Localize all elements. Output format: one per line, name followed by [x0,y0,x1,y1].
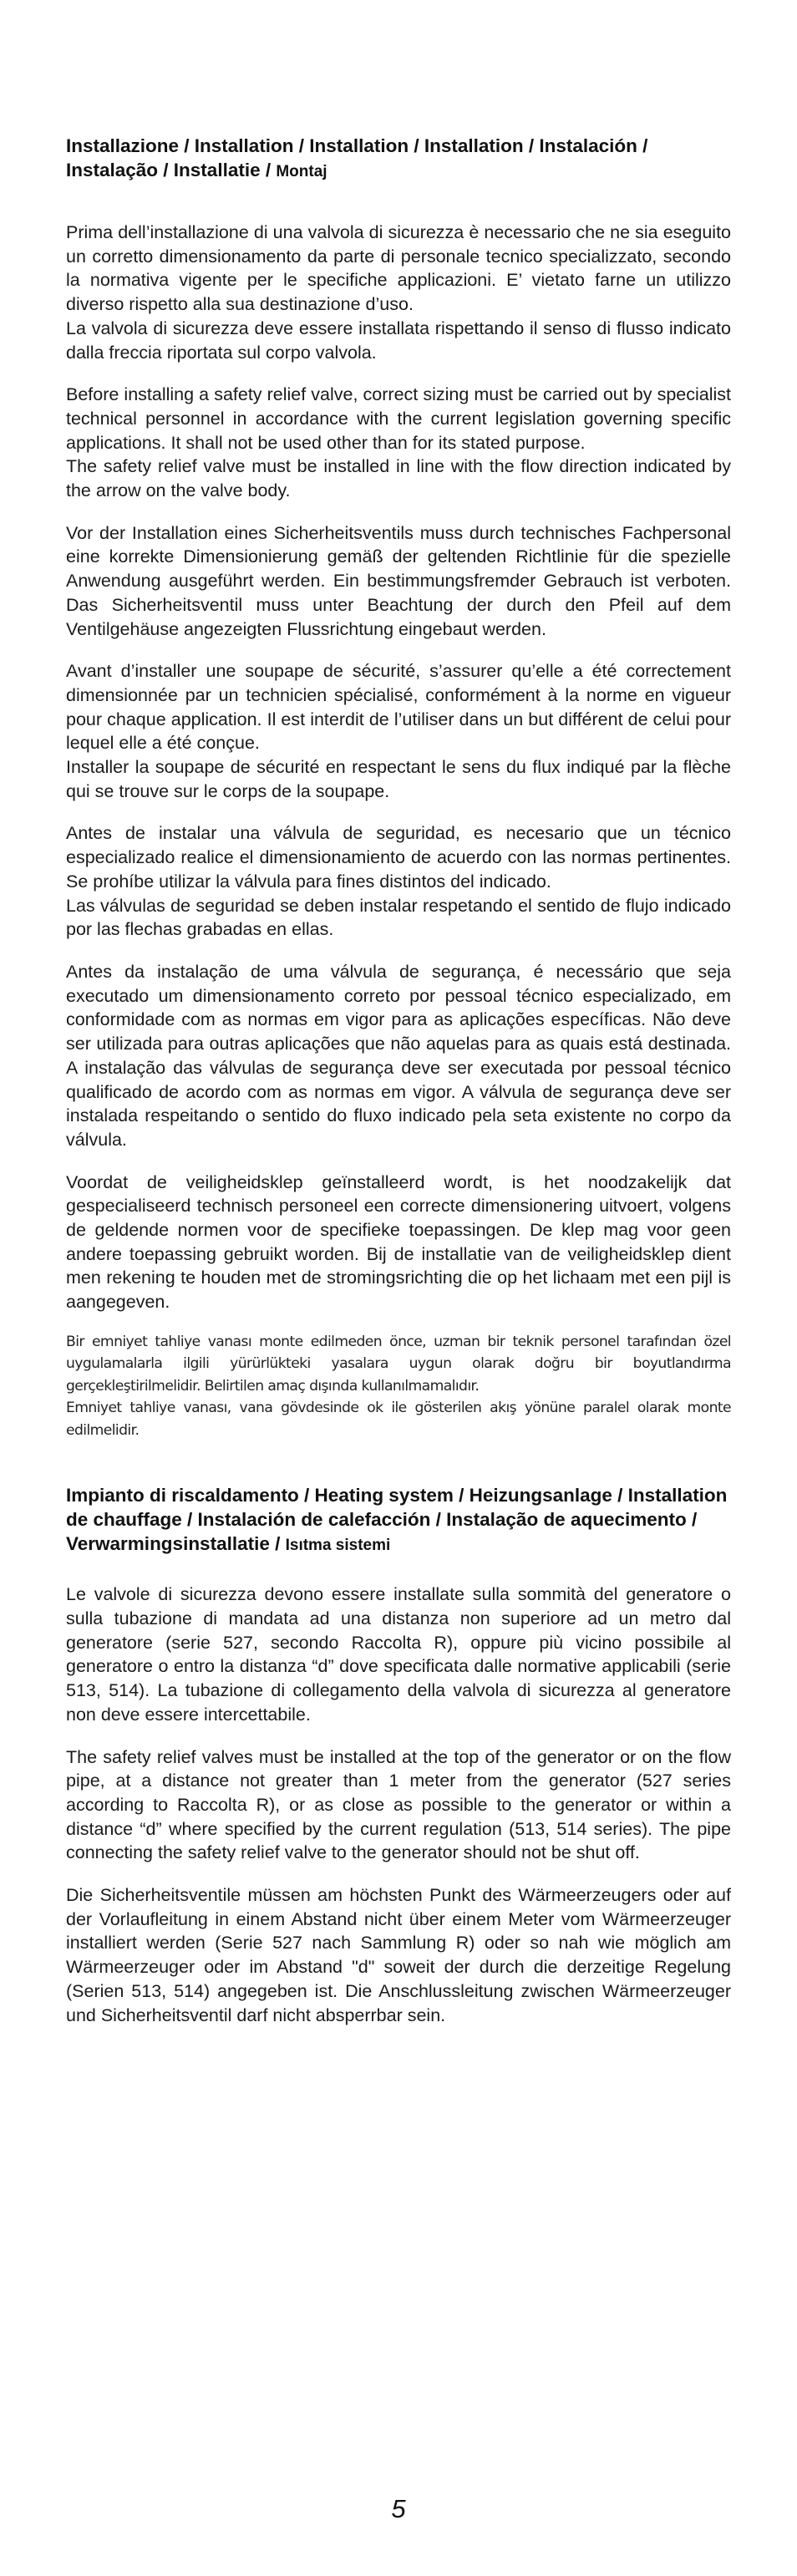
paragraph-french: Avant d’installer une soupape de sécurité, s’assurer qu’elle a été correctement dimensionnée par un technicien spécialisé, conformément à la norme en vigueur pour chaque application. Il est interdit de l’utiliser dans un but différent de celui pour lequel elle a été conçue. Installer la soupape de sécurité en respectant le sens du flux indiqué par la flèche qui se trouve sur le corps de la soupape. [66,661,731,801]
paragraph-german: Vor der Installation eines Sicherheitsventils muss durch technisches Fachpersonal eine korrekte Dimensionierung gemäß der geltenden Richtlinie für die spezielle Anwendung ausgeführt werden. Ein bestimmungsfremder Gebrauch ist verboten. Das Sicherheitsventil muss unter Beachtung der durch den Pfeil auf dem Ventilgehäuse angezeigten Flussrichtung eingebaut werden. [66,522,731,639]
document-page [66,134,731,2027]
paragraph-turkish: Bir emniyet tahliye vanası monte edilmeden önce, uzman bir teknik personel tarafından özel uygulamalarla ilgili yürürlükteki yasalara uygun olarak doğru bir boyutlandırma gerçekleştirilmelidir. Belirtilen amaç dışında kullanılmamalıdır. Emniyet tahliye vanası, vana gövdesinde ok ile gösterilen akış yönüne paralel olarak monte edilmelidir. [66,1333,731,1439]
section-heading-installation [66,134,731,184]
paragraph-italian: Le valvole di sicurezza devono essere installate sulla sommità del generatore o sulla tubazione di mandata ad una distanza non superiore ad un metro dal generatore (serie 527, secondo Raccolta R), oppure più vicino possibile al generatore o entro la distanza “d” dove specificata dalle normative applicabili (serie 513, 514). La tubazione di collegamento della valvola di sicurezza al generatore non deve essere intercettabile. [66,1584,731,1725]
section-heading-heating-system [66,1483,731,1557]
page-number: 5 [391,2494,406,2523]
heading-small-text: Isıtma sistemi [285,1537,391,1555]
paragraph-dutch: Voordat de veiligheidsklep geïnstalleerd wordt, is het noodzakelijk dat gespecialiseerd technisch personeel een correcte dimensionering uitvoert, volgens de geldende normen voor de specifieke toepassingen. De klep mag voor geen andere toepassing gebruikt worden. Bij de installatie van de veiligheidsklep dient men rekening te houden met de stromingsrichting die op het lichaam met een pijl is aangegeven. [66,1171,731,1313]
paragraph-spanish: Antes de instalar una válvula de seguridad, es necesario que un técnico especializado realice el dimensionamiento de acuerdo con las normas pertinentes. Se prohíbe utilizar la válvula para fines distintos del indicado. Las válvulas de seguridad se deben instalar respetando el sentido de flujo indicado por las flechas grabadas en ellas. [66,823,731,940]
heading-main-text: Installazione / Installation / Installation / Installation / Instalación / Instalação / Installatie / [66,135,648,180]
paragraph-italian: Prima dell’installazione di una valvola di sicurezza è necessario che ne sia eseguito un corretto dimensionamento da parte di personale tecnico specializzato, secondo la normativa vigente per le specifiche applicazioni. E’ vietato farne un utilizzo diverso rispetto alla sua destinazione d’uso. La valvola di sicurezza deve essere installata rispettando il senso di flusso indicato dalla freccia riportata sul corpo valvola. [66,222,731,363]
heading-main-text: Impianto di riscaldamento / Heating system / Heizungsanlage / Installation de chauffage / Instalación de calefacción / Instalação de aquecimento / Verwarmingsinstallatie / [66,1485,728,1555]
paragraph-english: The safety relief valves must be installed at the top of the generator or on the flow pipe, at a distance not greater than 1 meter from the generator (527 series according to Raccolta R), or as close as possible to the generator or within a distance “d” where specified by the current regulation (513, 514 series). The pipe connecting the safety relief valve to the generator should not be shut off. [66,1746,731,1863]
heading-small-text: Montaj [276,163,327,180]
paragraph-english: Before installing a safety relief valve, correct sizing must be carried out by specialist technical personnel in accordance with the current legislation governing specific applications. It shall not be used other than for its stated purpose. The safety relief valve must be installed in line with the flow direction indicated by the arrow on the valve body. [66,384,731,501]
paragraph-portuguese: Antes da instalação de uma válvula de segurança, é necessário que seja executado um dimensionamento correto por pessoal técnico especializado, em conformidade com as normas em vigor para as aplicações específicas. Não deve ser utilizada para outras aplicações que não aquelas para as quais está destinada. A instalação das válvulas de segurança deve ser executada por pessoal técnico qualificado de acordo com as normas em vigor. A válvula de segurança deve ser instalada respeitando o sentido do fluxo indicado pela seta existente no corpo da válvula. [66,961,731,1150]
paragraph-german: Die Sicherheitsventile müssen am höchsten Punkt des Wärmeerzeugers oder auf der Vorlaufleitung in einem Abstand nicht über einem Meter vom Wärmeerzeuger installiert werden (Serie 527 nach Sammlung R) oder so nah wie möglich am Wärmeerzeuger oder im Abstand "d" soweit der durch die derzeitige Regelung (Serien 513, 514) angegeben ist. Die Anschlussleitung zwischen Wärmeerzeuger und Sicherheitsventil darf nicht absperrbar sein. [66,1885,731,2025]
